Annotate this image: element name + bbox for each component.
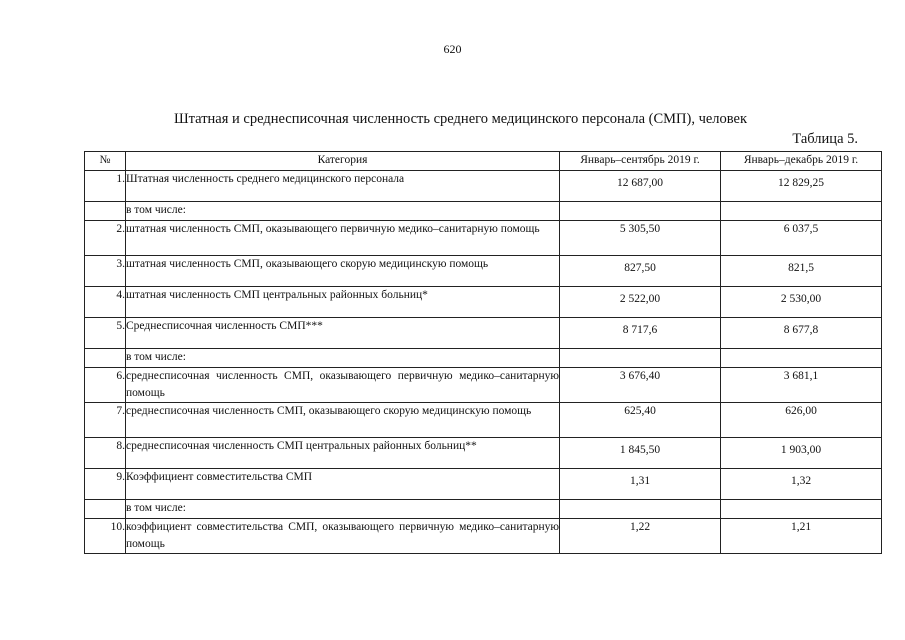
row-category: штатная численность СМП центральных районных больниц* [126,287,560,318]
header-period-2: Январь–декабрь 2019 г. [721,152,882,171]
table-row [85,403,882,438]
row-category: среднесписочная численность СМП, оказывающего скорую медицинскую помощь [126,403,560,438]
row-category: в том числе: [126,202,560,221]
row-value-period-1: 12 687,00 [560,171,721,202]
row-number: 9. [85,469,126,500]
row-number: 6. [85,368,126,403]
row-value-period-2: 8 677,8 [721,318,882,349]
row-number: 7. [85,403,126,438]
row-value-period-2: 1,32 [721,469,882,500]
row-number [85,202,126,221]
row-value-period-1: 2 522,00 [560,287,721,318]
row-category: Среднесписочная численность СМП*** [126,318,560,349]
table-row [85,469,882,500]
header-period-1: Январь–сентябрь 2019 г. [560,152,721,171]
row-category: Штатная численность среднего медицинского персонала [126,171,560,202]
row-value-period-2: 1,21 [721,519,882,554]
table-row [85,318,882,349]
table-row [85,221,882,256]
page-number: 620 [443,42,462,56]
row-number: 2. [85,221,126,256]
row-category: в том числе: [126,349,560,368]
row-number [85,349,126,368]
row-value-period-2: 2 530,00 [721,287,882,318]
row-value-period-1 [560,349,721,368]
row-value-period-2: 626,00 [721,403,882,438]
row-number: 5. [85,318,126,349]
table-row [85,519,882,554]
row-number: 1. [85,171,126,202]
row-value-period-1: 1,22 [560,519,721,554]
row-category: Коэффициент совместительства СМП [126,469,560,500]
row-number: 3. [85,256,126,287]
row-value-period-2 [721,349,882,368]
table-row [85,500,882,519]
row-value-period-1: 827,50 [560,256,721,287]
table-row [85,438,882,469]
table-row [85,171,882,202]
row-value-period-2 [721,202,882,221]
row-category: штатная численность СМП, оказывающего первичную медико–санитарную помощь [126,221,560,256]
row-value-period-2 [721,500,882,519]
row-value-period-2: 1 903,00 [721,438,882,469]
row-value-period-1: 5 305,50 [560,221,721,256]
document-title: Штатная и среднесписочная численность среднего медицинского персонала (СМП), человек [174,111,748,127]
row-category: среднесписочная численность СМП, оказывающего первичную медико–санитарную помощь [126,368,560,403]
table-row [85,287,882,318]
row-value-period-1: 625,40 [560,403,721,438]
row-value-period-1: 3 676,40 [560,368,721,403]
table-row [85,368,882,403]
table-row [85,256,882,287]
row-number: 10. [85,519,126,554]
row-value-period-2: 6 037,5 [721,221,882,256]
row-value-period-1: 1 845,50 [560,438,721,469]
row-value-period-1: 8 717,6 [560,318,721,349]
table-row [85,202,882,221]
row-value-period-2: 821,5 [721,256,882,287]
header-category: Категория [126,152,560,171]
row-category: штатная численность СМП, оказывающего скорую медицинскую помощь [126,256,560,287]
staffing-table [84,151,882,554]
header-number: № [85,152,126,171]
row-category: среднесписочная численность СМП центральных районных больниц** [126,438,560,469]
row-number [85,500,126,519]
table-header-row [85,152,882,171]
row-category: коэффициент совместительства СМП, оказывающего первичную медико–санитарную помощь [126,519,560,554]
row-value-period-2: 12 829,25 [721,171,882,202]
row-number: 4. [85,287,126,318]
row-number: 8. [85,438,126,469]
table-row [85,349,882,368]
row-value-period-2: 3 681,1 [721,368,882,403]
table-caption: Таблица 5. [792,131,858,147]
row-category: в том числе: [126,500,560,519]
row-value-period-1 [560,202,721,221]
row-value-period-1: 1,31 [560,469,721,500]
row-value-period-1 [560,500,721,519]
